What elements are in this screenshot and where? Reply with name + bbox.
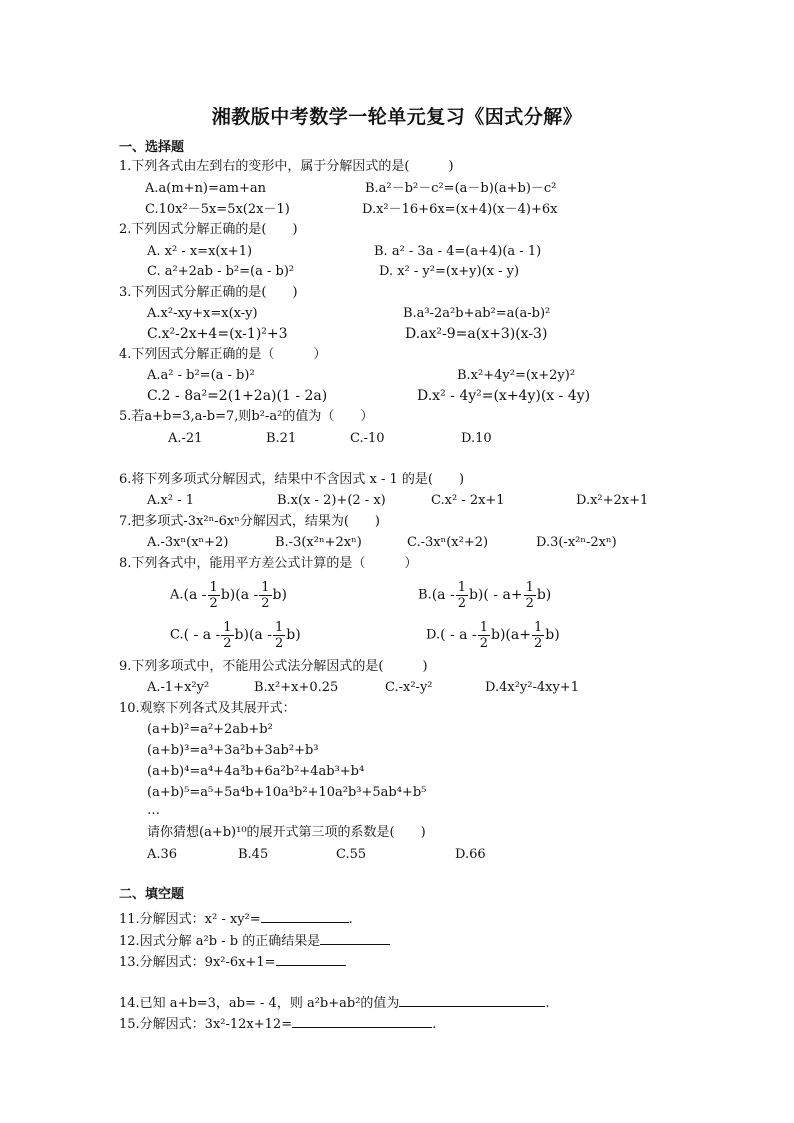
- one-half-fraction: $\frac{1}{2}$: [479, 619, 488, 651]
- q9-option-c: C.-x²-y²: [385, 680, 433, 695]
- q10-ellipsis: …: [147, 803, 160, 818]
- one-half-fraction: $\frac{1}{2}$: [274, 619, 284, 651]
- q3-option-a: A.x²-xy+x=x(x-y): [147, 306, 258, 321]
- q6-option-d: D.x²+2x+1: [576, 493, 649, 508]
- q6-stem: 6.将下列多项式分解因式，结果中不含因式 x - 1 的是( ): [119, 472, 465, 487]
- q6-option-b: B.x(x - 2)+(2 - x): [277, 493, 386, 508]
- q7-option-d: D.3(-x²ⁿ-2xⁿ): [536, 535, 617, 550]
- q6-option-a: A.x² - 1: [147, 493, 194, 508]
- q2-option-b: B. a² - 3a - 4=(a+4)(a - 1): [374, 244, 542, 259]
- q11: 11.分解因式：x² - xy²= .: [119, 909, 353, 928]
- q6-option-c: C.x² - 2x+1: [431, 493, 505, 508]
- q10-option-a: A.36: [147, 847, 178, 862]
- q13: 13.分解因式：9x²-6x+1=: [119, 952, 346, 971]
- q5-stem: 5.若a+b=3,a-b=7,则b²-a²的值为（ ）: [119, 409, 374, 424]
- q10-option-b: B.45: [238, 847, 269, 862]
- q10-line: (a+b)⁵=a⁵+5a⁴b+10a³b²+10a²b³+5ab⁴+b⁵: [147, 785, 427, 800]
- q5-option-c: C.-10: [350, 431, 385, 446]
- q10-line: (a+b)⁴=a⁴+4a³b+6a²b²+4ab³+b⁴: [147, 764, 365, 779]
- q7-option-c: C.-3xⁿ(x²+2): [407, 535, 489, 550]
- q10-stem: 10.观察下列各式及其展开式：: [119, 701, 296, 716]
- page-title: 湘教版中考数学一轮单元复习《因式分解》: [211, 106, 583, 128]
- q2-stem: 2.下列因式分解正确的是( ): [119, 222, 298, 237]
- q7-option-a: A.-3xⁿ(xⁿ+2): [147, 535, 229, 550]
- q2-option-c: C. a²+2ab - b²=(a - b)²: [147, 264, 295, 279]
- one-half-fraction: $\frac{1}{2}$: [525, 579, 534, 611]
- q3-option-d: D.ax²-9=a(x+3)(x-3): [405, 326, 548, 342]
- q1-option-b: B.a²－b²－c²=(a－b)(a+b)－c²: [365, 181, 557, 196]
- q12: 12.因式分解 a²b - b 的正确结果是: [119, 931, 390, 950]
- q10-line: (a+b)³=a³+3a²b+3ab²+b³: [147, 743, 319, 758]
- answer-blank[interactable]: [261, 909, 349, 923]
- q5-option-b: B.21: [266, 431, 297, 446]
- q9-stem: 9.下列多项式中，不能用公式法分解因式的是( ): [119, 659, 428, 674]
- q1-option-a: A.a(m+n)=am+an: [145, 181, 266, 196]
- section-choice-heading: 一、选择题: [119, 140, 185, 155]
- q9-option-a: A.-1+x²y²: [147, 680, 210, 695]
- answer-blank[interactable]: [320, 931, 390, 945]
- q8-option-d: D.( - a - $\frac{1}{2}$ b)(a+ $\frac{1}{2}$ b): [426, 619, 560, 651]
- one-half-fraction: $\frac{1}{2}$: [209, 579, 218, 611]
- q1-option-c: C.10x²－5x=5x(2x－1): [145, 202, 290, 217]
- q8-stem: 8.下列各式中，能用平方差公式计算的是（ ）: [119, 556, 418, 571]
- q10-line: (a+b)²=a²+2ab+b²: [147, 722, 273, 737]
- q5-option-a: A.-21: [168, 431, 203, 446]
- q4-stem: 4.下列因式分解正确的是（ ）: [119, 347, 327, 362]
- q9-option-d: D.4x²y²-4xy+1: [485, 680, 579, 695]
- answer-blank[interactable]: [292, 1014, 432, 1028]
- one-half-fraction: $\frac{1}{2}$: [261, 579, 270, 611]
- q9-option-b: B.x²+x+0.25: [254, 680, 339, 695]
- one-half-fraction: $\frac{1}{2}$: [223, 619, 232, 651]
- q3-option-c: C.x²-2x+4=(x-1)²+3: [147, 326, 288, 342]
- q4-option-a: A.a² - b²=(a - b)²: [147, 368, 255, 383]
- answer-blank[interactable]: [276, 952, 346, 966]
- q8-option-b: B.(a - $\frac{1}{2}$ b)( - a+ $\frac{1}{2}$ b): [418, 579, 552, 611]
- q8-option-a: A.(a - $\frac{1}{2}$ b)(a - $\frac{1}{2}$ b): [170, 579, 287, 611]
- q4-option-d: D.x² - 4y²=(x+4y)(x - 4y): [417, 388, 591, 404]
- q4-option-b: B.x²+4y²=(x+2y)²: [457, 368, 576, 383]
- q15: 15.分解因式：3x²-12x+12= .: [119, 1014, 436, 1033]
- q8-option-c: C.( - a - $\frac{1}{2}$ b)(a - $\frac{1}{2}$ b): [170, 619, 301, 651]
- q5-option-d: D.10: [461, 431, 492, 446]
- q10-question: 请你猜想(a+b)¹⁰的展开式第三项的系数是( ): [147, 825, 426, 840]
- one-half-fraction: $\frac{1}{2}$: [533, 619, 543, 651]
- q2-option-a: A. x² - x=x(x+1): [147, 244, 253, 259]
- q2-option-d: D. x² - y²=(x+y)(x - y): [379, 264, 520, 279]
- q3-stem: 3.下列因式分解正确的是( ): [119, 285, 298, 300]
- q10-option-d: D.66: [455, 847, 486, 862]
- q7-option-b: B.-3(x²ⁿ+2xⁿ): [275, 535, 362, 550]
- q3-option-b: B.a³-2a²b+ab²=a(a-b)²: [403, 306, 551, 321]
- one-half-fraction: $\frac{1}{2}$: [457, 579, 466, 611]
- q7-stem: 7.把多项式-3x²ⁿ-6xⁿ分解因式，结果为( ): [119, 514, 380, 529]
- answer-blank[interactable]: [399, 993, 545, 1007]
- section-fill-heading: 二、填空题: [119, 887, 185, 902]
- q14: 14.已知 a+b=3，ab= - 4，则 a²b+ab²的值为 .: [119, 993, 550, 1012]
- q1-stem: 1.下列各式由左到右的变形中，属于分解因式的是( ): [119, 159, 454, 174]
- q1-option-d: D.x²－16+6x=(x+4)(x－4)+6x: [362, 202, 558, 217]
- q4-option-c: C.2 - 8a²=2(1+2a)(1 - 2a): [147, 388, 328, 404]
- q10-option-c: C.55: [336, 847, 367, 862]
